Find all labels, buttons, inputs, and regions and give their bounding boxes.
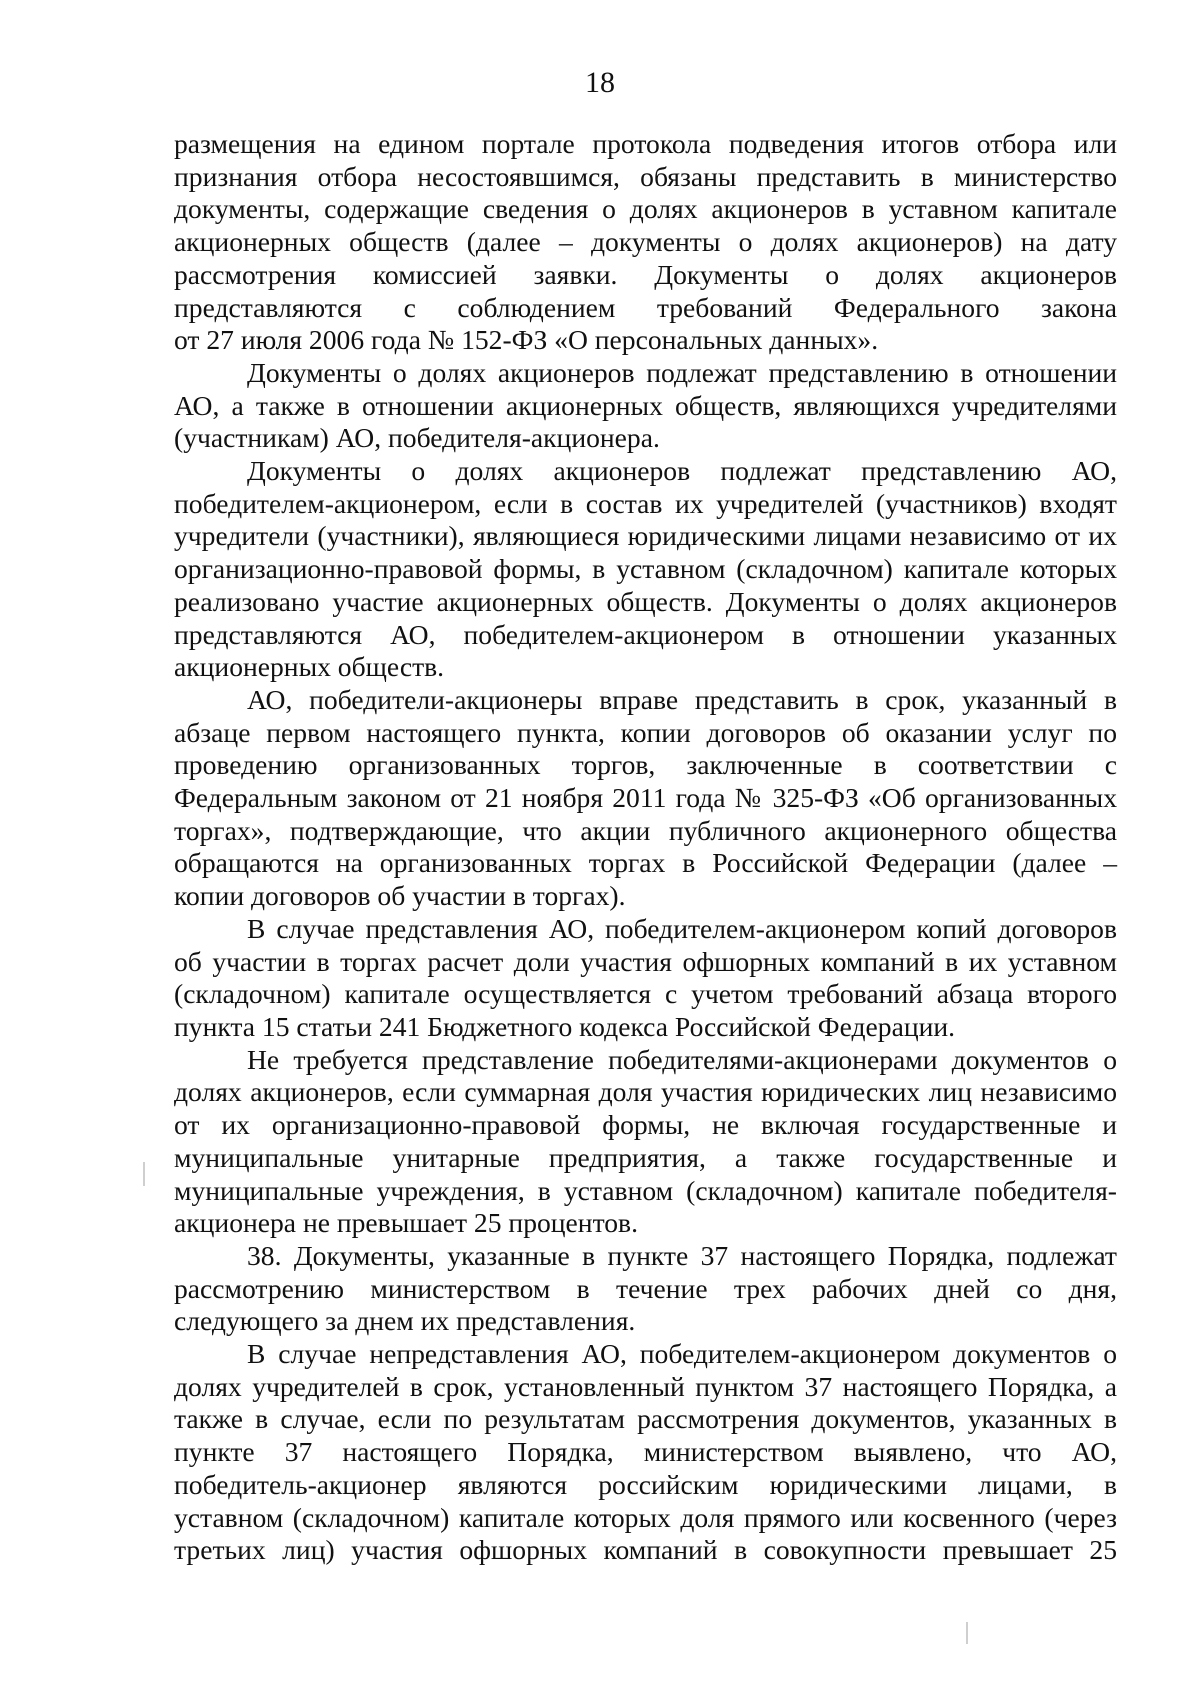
text-line: победитель-акционер являются российским юридическими лицами, в: [174, 1468, 1117, 1500]
paragraph: [174, 1338, 1117, 1567]
text-line: уставном (складочном) капитале которых доля прямого или косвенного (через: [174, 1501, 1117, 1533]
text-line: муниципальные учреждения, в уставном (складочном) капитале победителя-: [174, 1174, 1117, 1206]
text-line: третьих лиц) участия офшорных компаний в совокупности превышает 25: [174, 1534, 1117, 1566]
text-line: Федеральным законом от 21 ноября 2011 года № 325-ФЗ «Об организованных: [174, 782, 1117, 814]
text-line: об участии в торгах расчет доли участия офшорных компаний в их уставном: [174, 945, 1117, 977]
text-line: долях акционеров, если суммарная доля участия юридических лиц независимо: [174, 1076, 1117, 1108]
text-line: Не требуется представление победителями-акционерами документов о: [247, 1043, 1117, 1075]
text-line: обращаются на организованных торгах в Российской Федерации (далее –: [174, 847, 1117, 879]
text-line: учредители (участники), являющиеся юридическими лицами независимо от их: [174, 520, 1117, 552]
paragraph: [174, 1240, 1117, 1338]
text-line: (участникам) АО, победителя-акционера.: [174, 422, 660, 454]
text-line: рассмотрению министерством в течение трех рабочих дней со дня,: [174, 1272, 1117, 1304]
text-line: долях учредителей в срок, установленный пунктом 37 настоящего Порядка, а: [174, 1370, 1117, 1402]
text-line: акционерных обществ (далее – документы о долях акционеров) на дату: [174, 226, 1117, 258]
text-line: торгах», подтверждающие, что акции публичного акционерного общества: [174, 814, 1117, 846]
text-line: Документы о долях акционеров подлежат представлению АО,: [247, 455, 1117, 487]
scan-artifact: [143, 1162, 145, 1186]
document-body: [174, 128, 1117, 1567]
text-line: размещения на едином портале протокола подведения итогов отбора или: [174, 128, 1117, 159]
text-line: признания отбора несостоявшимся, обязаны представить в министерство: [174, 160, 1117, 192]
paragraph: [174, 455, 1117, 684]
text-line: от 27 июля 2006 года № 152-ФЗ «О персональных данных».: [174, 324, 879, 356]
text-line: муниципальные унитарные предприятия, а также государственные и: [174, 1141, 1117, 1173]
text-line: проведению организованных торгов, заключенные в соответствии с: [174, 749, 1117, 781]
paragraph: [174, 357, 1117, 455]
text-line: В случае представления АО, победителем-акционером копий договоров: [247, 912, 1117, 944]
text-line: акционерных обществ.: [174, 651, 445, 683]
text-line: следующего за днем их представления.: [174, 1305, 636, 1337]
paragraph: [174, 128, 1117, 357]
text-line: Документы о долях акционеров подлежат представлению в отношении: [247, 356, 1117, 388]
text-line: также в случае, если по результатам рассмотрения документов, указанных в: [174, 1403, 1117, 1435]
text-line: организационно-правовой формы, в уставном (складочном) капитале которых: [174, 553, 1117, 585]
text-line: В случае непредставления АО, победителем-акционером документов о: [247, 1338, 1117, 1370]
text-line: (складочном) капитале осуществляется с учетом требований абзаца второго: [174, 978, 1117, 1010]
text-line: от их организационно-правовой формы, не включая государственные и: [174, 1109, 1117, 1141]
text-line: абзаце первом настоящего пункта, копии договоров об оказании услуг по: [174, 716, 1117, 748]
paragraph: [174, 684, 1117, 913]
paragraph: [174, 1044, 1117, 1240]
text-line: акционера не превышает 25 процентов.: [174, 1207, 638, 1239]
page-number: 18: [585, 66, 615, 99]
text-line: победителем-акционером, если в состав их учредителей (участников) входят: [174, 487, 1117, 519]
text-line: представляются с соблюдением требований Федерального закона: [174, 291, 1117, 323]
text-line: рассмотрения комиссией заявки. Документы о долях акционеров: [174, 258, 1117, 290]
text-line: представляются АО, победителем-акционером в отношении указанных: [174, 618, 1117, 650]
scan-artifact: [966, 1622, 968, 1644]
paragraph: [174, 913, 1117, 1044]
text-line: пункта 15 статьи 241 Бюджетного кодекса Российской Федерации.: [174, 1010, 956, 1042]
text-line: копии договоров об участии в торгах).: [174, 880, 626, 912]
text-line: 38. Документы, указанные в пункте 37 настоящего Порядка, подлежат: [247, 1239, 1117, 1271]
text-line: АО, победители-акционеры вправе представить в срок, указанный в: [247, 683, 1117, 715]
text-line: АО, а также в отношении акционерных обществ, являющихся учредителями: [174, 389, 1117, 421]
text-line: реализовано участие акционерных обществ. Документы о долях акционеров: [174, 585, 1117, 617]
text-line: документы, содержащие сведения о долях акционеров в уставном капитале: [174, 193, 1117, 225]
text-line: пункте 37 настоящего Порядка, министерством выявлено, что АО,: [174, 1436, 1117, 1468]
